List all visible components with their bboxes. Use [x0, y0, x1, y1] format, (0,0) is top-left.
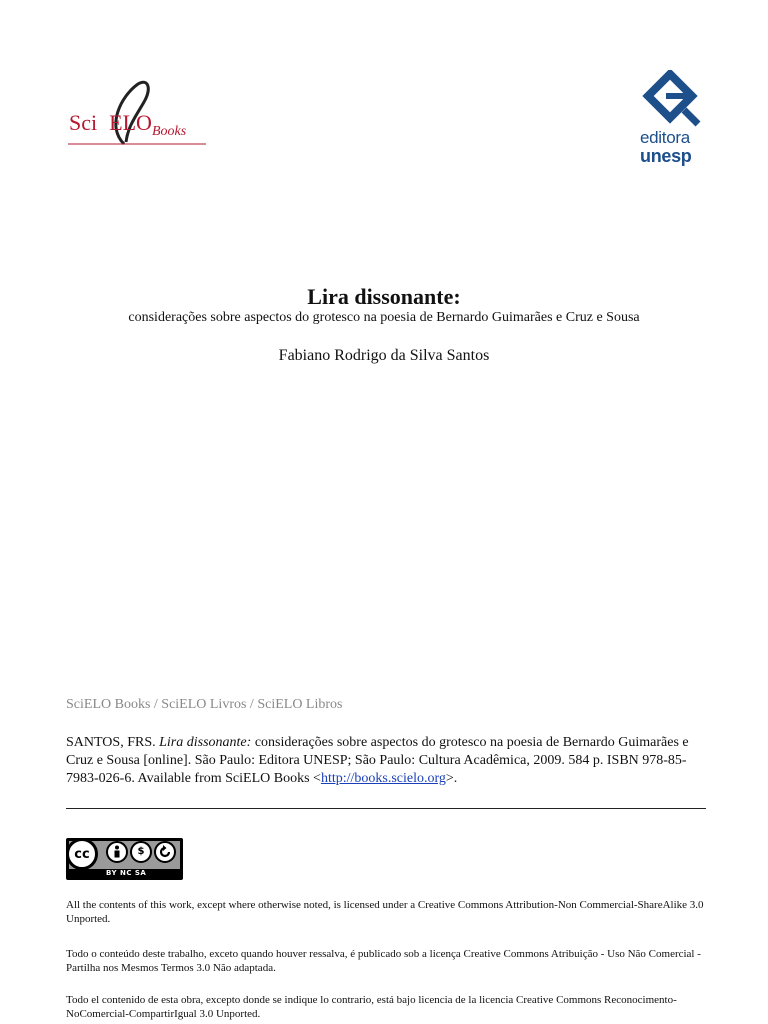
collections-line: SciELO Books / SciELO Livros / SciELO Libros [66, 697, 343, 712]
cc-badge-labels: BY NC SA [106, 869, 147, 877]
scielo-books-text: Books [152, 124, 187, 139]
license-spanish: Todo el contenido de esta obra, excepto donde se indique lo contrario, está bajo licencia de la licencia Creative Commons Reconocimento-NoComercial-CompartirIgual 3.0 Unported. [66, 994, 677, 1020]
license-portuguese: Todo o conteúdo deste trabalho, exceto quando houver ressalva, é publicado sob a licença Creative Commons Atribuição - Uso Não Comercial - Partilha nos Mesmos Termos 3.0 Não adaptada. [66, 948, 701, 974]
unesp-editora-text: editora [640, 128, 690, 147]
unesp-diamond-icon [632, 70, 712, 130]
editora-unesp-logo [632, 70, 712, 170]
scielo-sci-text: Sci [69, 110, 98, 135]
license-english: All the contents of this work, except where otherwise noted, is licensed under a Creative Commons Attribution-Non Commercial-ShareAlike 3.0 Unported. [66, 899, 704, 925]
scielo-wordmark [69, 110, 152, 136]
citation-paragraph [66, 734, 711, 788]
scielo-elo-text: ELO [109, 110, 152, 135]
sharealike-icon [154, 841, 176, 863]
divider-line [66, 808, 706, 809]
unesp-unesp-text: unesp [640, 146, 692, 166]
noncommercial-icon: $ [130, 841, 152, 863]
scielo-books-logo [66, 76, 211, 156]
cc-icon: cc [66, 838, 98, 870]
books-scielo-link[interactable]: http://books.scielo.org [320, 771, 446, 786]
book-author: Fabiano Rodrigo da Silva Santos [278, 347, 490, 364]
book-title: Lira dissonante: [307, 284, 461, 309]
book-subtitle: considerações sobre aspectos do grotesco na poesia de Bernardo Guimarães e Cruz e Sousa [128, 310, 640, 325]
citation-title: Lira dissonante: [159, 735, 252, 750]
cc-by-nc-sa-badge[interactable] [66, 838, 183, 880]
citation-prefix: SANTOS, FRS. [66, 735, 160, 750]
citation-suffix: >. [445, 771, 458, 786]
attribution-icon [106, 841, 128, 863]
citation-body: considerações sobre aspectos do grotesco na poesia de Bernardo Guimarães e Cruz e Sousa [online]. São Paulo: Editora UNESP; São Paulo: Cultura Acadêmica, 2009. 584 p. ISBN 978-85-7983-026-6. Available from SciELO Books < [66, 735, 689, 786]
